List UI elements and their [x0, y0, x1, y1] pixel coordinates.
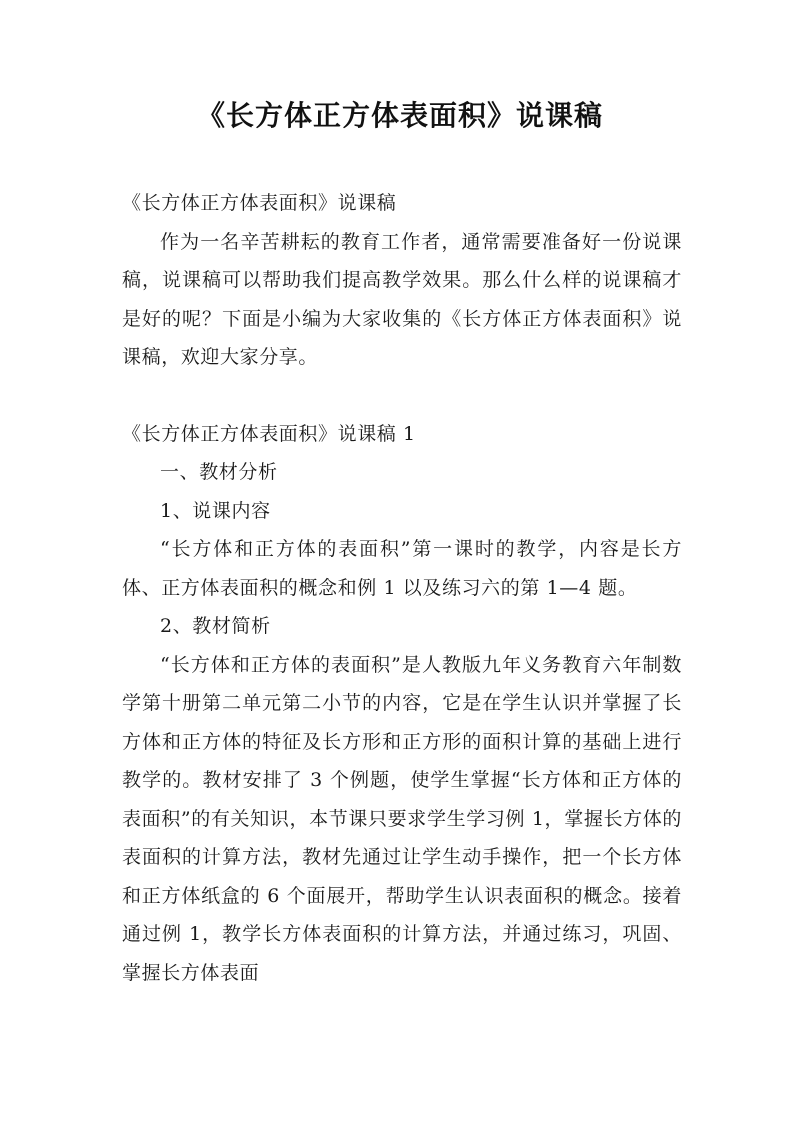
document-body — [122, 184, 682, 992]
subtitle-line: 《长方体正方体表面积》说课稿 — [122, 192, 397, 214]
section-title: 《长方体正方体表面积》说课稿 1 — [122, 422, 416, 445]
lesson-content-paragraph: “长方体和正方体的表面积”第一课时的教学，内容是长方体、正方体表面积的概念和例 1 以及练习六的第 1—4 题。 — [122, 538, 682, 599]
heading-material-brief: 2、教材简析 — [160, 615, 271, 637]
page-title: 《长方体正方体表面积》说课稿 — [196, 99, 603, 132]
heading-lesson-content: 1、说课内容 — [160, 499, 271, 522]
heading-teaching-material-analysis: 一、教材分析 — [160, 461, 278, 483]
intro-paragraph: 作为一名辛苦耕耘的教育工作者，通常需要准备好一份说课稿，说课稿可以帮助我们提高教学效果。那么什么样的说课稿才是好的呢？下面是小编为大家收集的《长方体正方体表面积》说课稿，欢迎大家分享。 — [122, 230, 682, 368]
paragraph-gap — [122, 377, 682, 415]
material-brief-paragraph: “长方体和正方体的表面积”是人教版九年义务教育六年制数学第十册第二单元第二小节的内容，它是在学生认识并掌握了长方体和正方体的特征及长方形和正方形的面积计算的基础上进行教学的。教材安排了 3 个例题，使学生掌握“长方体和正方体的表面积”的有关知识，本节课只要求学生学习例 1，掌握长方体的表面积的计算方法，教材先通过让学生动手操作，把一个长方体和正方体纸盒的 6 个面展开，帮助学生认识表面积的概念。接着通过例 1，教学长方体表面积的计算方法，并通过练习，巩固、掌握长方体表面 — [122, 653, 682, 984]
